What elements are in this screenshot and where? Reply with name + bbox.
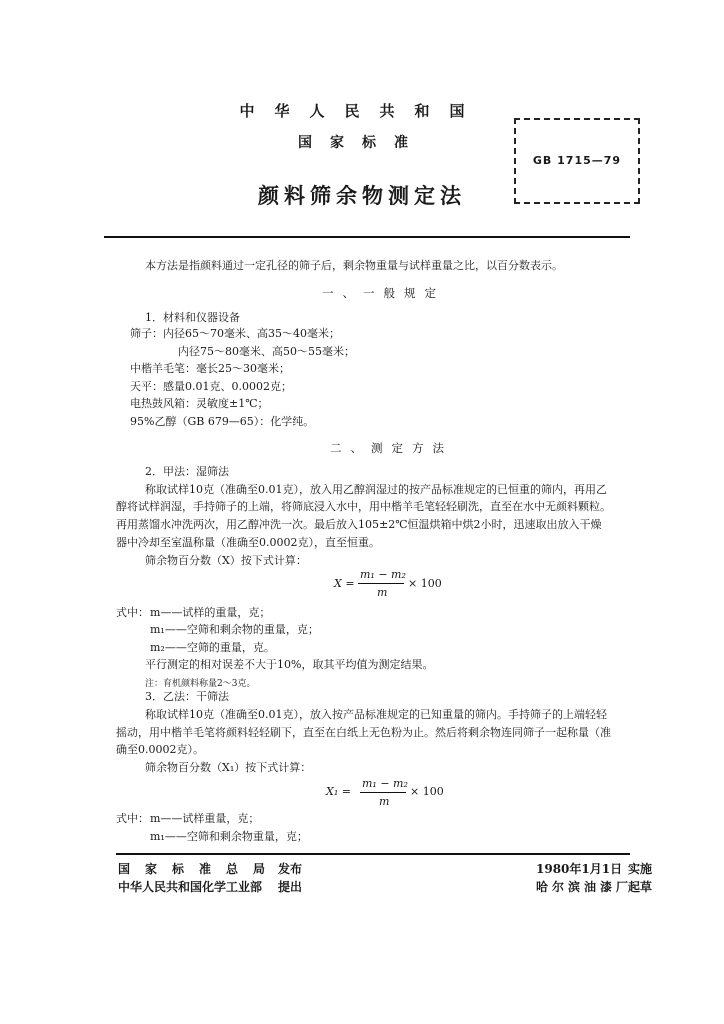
formula-b-tail: × 100 xyxy=(410,785,444,798)
tolerance-statement: 平行测定的相对误差不大于10%，取其平均值为测定结果。 xyxy=(145,658,434,671)
list-item: 中楷羊毛笔：毫长25～30毫米； xyxy=(130,362,290,375)
drafting-action: 起草 xyxy=(628,880,653,894)
definition-item: m₁——空筛和剩余物重量，克； xyxy=(150,830,308,843)
formula-a-lhs: X = xyxy=(334,577,355,590)
proposing-authority: 中华人民共和国化学工业部 xyxy=(118,880,263,894)
standard-category: 国家标准 xyxy=(298,135,426,151)
list-item: 天平：感量0.01克、0.0002克； xyxy=(130,380,292,393)
where-label: 式中： xyxy=(116,812,149,825)
formula-b-denominator: m xyxy=(379,795,390,808)
issuing-authority: 国家标准总局 xyxy=(118,862,281,876)
header-divider xyxy=(104,236,630,238)
list-item: 内径75～80毫米、高50～55毫米； xyxy=(178,345,355,358)
method-b-paragraph-line: 确至0.0002克）。 xyxy=(116,743,204,756)
footer-divider xyxy=(116,853,630,855)
method-a-paragraph-line: 称取试样10克（准确至0.01克），放入用乙醇润湿过的按产品标准规定的已恒重的筛内，再用乙 xyxy=(145,483,607,496)
section-heading-method: 二、测定方法 xyxy=(330,441,453,455)
formula-b-fraction-bar xyxy=(360,792,406,793)
method-b-paragraph-line: 称取试样10克（准确至0.01克），放入按产品标准规定的已知重量的筛内。手持筛子的上端轻轻 xyxy=(145,708,607,721)
list-item: 电热鼓风箱：灵敏度±1℃； xyxy=(130,397,269,410)
method-a-heading: 2．甲法：湿筛法 xyxy=(145,465,229,478)
definition-item: m——试样重量，克； xyxy=(150,812,260,825)
formula-b-lhs: X₁ = xyxy=(326,785,351,798)
issuing-action: 发布 xyxy=(278,862,303,876)
subsection-heading-materials: 1．材料和仪器设备 xyxy=(145,311,240,324)
drafting-organization: 哈尔滨油漆厂 xyxy=(536,880,633,894)
method-a-note: 注：育机颜料称量2～3克。 xyxy=(145,679,256,689)
country-name: 中华人民共和国 xyxy=(239,102,485,120)
section-heading-general: 一、一般规定 xyxy=(322,286,445,300)
formula-a-fraction-bar xyxy=(358,583,404,584)
standard-code: GB 1715—79 xyxy=(532,154,622,167)
list-item: 95%乙醇（GB 679—65）：化学纯。 xyxy=(130,415,315,428)
method-b-heading: 3．乙法：干筛法 xyxy=(145,690,229,703)
definition-item: m——试样的重量，克； xyxy=(150,606,271,619)
method-b-formula-intro: 筛余物百分数（X₁）按下式计算： xyxy=(145,761,312,774)
list-item: 筛子：内径65～70毫米、高35～40毫米； xyxy=(130,327,340,340)
effective-action: 实施 xyxy=(628,862,653,876)
method-a-paragraph-line: 再用蒸馏水冲洗两次，用乙醇冲洗一次。最后放入105±2℃恒温烘箱中烘2小时，迅速取出放入干燥 xyxy=(116,518,602,531)
proposing-action: 提出 xyxy=(278,880,303,894)
effective-date: 1980年1月1日 xyxy=(536,862,623,876)
method-a-paragraph-line: 醇将试样润湿，手持筛子的上端，将筛底浸入水中，用中楷羊毛笔轻轻刷洗，直至在水中无颜料颗粒。 xyxy=(116,500,611,513)
formula-a-tail: × 100 xyxy=(408,577,442,590)
method-b-paragraph-line: 摇动，用中楷羊毛笔将颜料轻轻刷下，直至在白纸上无色粉为止。然后将剩余物连同筛子一起称量（准 xyxy=(116,726,611,739)
formula-a-denominator: m xyxy=(377,586,388,599)
intro-paragraph: 本方法是指颜料通过一定孔径的筛子后，剩余物重量与试样重量之比，以百分数表示。 xyxy=(145,259,563,272)
method-a-paragraph-line: 器中冷却至室温称量（准确至0.0002克），直至恒重。 xyxy=(116,536,380,549)
formula-a-numerator: m₁ − m₂ xyxy=(360,568,406,581)
method-a-formula-intro: 筛余物百分数（X）按下式计算： xyxy=(145,554,307,567)
definition-item: m₂——空筛的重量，克。 xyxy=(150,641,275,654)
where-label: 式中： xyxy=(116,606,149,619)
document-title: 颜料筛余物测定法 xyxy=(258,183,466,208)
formula-b-numerator: m₁ − m₂ xyxy=(362,777,408,790)
definition-item: m₁——空筛和剩余物的重量，克； xyxy=(150,623,319,636)
